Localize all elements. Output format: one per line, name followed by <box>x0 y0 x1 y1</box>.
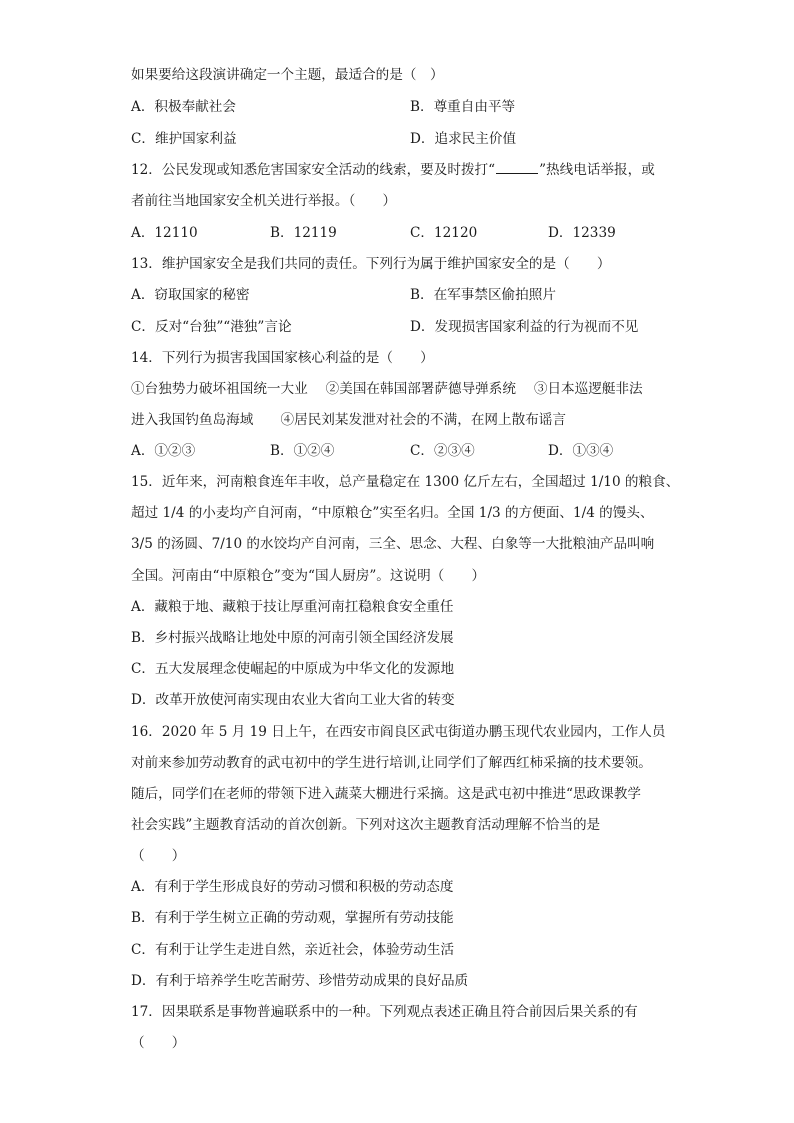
intro-stem: 如果要给这段演讲确定一个主题，最适合的是（ ） <box>131 67 444 83</box>
intro-option-c: C．维护国家利益 <box>131 131 237 147</box>
q12-option-c: C．12120 <box>410 225 478 241</box>
q16-stem-line4: 社会实践”主题教育活动的首次创新。下列对这次主题教育活动理解不恰当的是 <box>131 817 601 833</box>
q14-statements-line1: ①台独势力破坏祖国统一大业 ②美国在韩国部署萨德导弹系统 ③日本巡逻艇非法 <box>131 381 643 397</box>
q12-option-a: A．12110 <box>131 225 198 241</box>
q14-option-b: B．①②④ <box>270 443 335 459</box>
q12-blank <box>496 159 538 174</box>
q13-option-a: A．窃取国家的秘密 <box>131 287 250 303</box>
q13-option-c: C．反对“台独”“港独”言论 <box>131 319 292 335</box>
q16-stem-line1: 16．2020 年 5 月 19 日上午，在西安市阎良区武屯街道办鹏玉现代农业园内，工作人员 <box>131 724 666 740</box>
q12-option-d: D．12339 <box>548 225 616 241</box>
q13-option-b: B．在军事禁区偷拍照片 <box>410 287 556 303</box>
q14-stem: 14．下列行为损害我国国家核心利益的是（ ） <box>131 350 434 366</box>
q17-stem-line2: （ ） <box>131 1035 186 1051</box>
q16-option-d: D．有利于培养学生吃苦耐劳、珍惜劳动成果的良好品质 <box>131 973 469 989</box>
q14-option-a: A．①②③ <box>131 443 196 459</box>
q15-stem-line2: 超过 1/4 的小麦均产自河南，“中原粮仓”实至名归。全国 1/3 的方便面、1/4 的馒头、 <box>131 505 654 521</box>
intro-option-d: D．追求民主价值 <box>410 131 517 147</box>
q15-stem-line1: 15．近年来，河南粮食连年丰收，总产量稳定在 1300 亿斤左右，全国超过 1/10 的粮食、 <box>131 474 680 490</box>
q15-stem-line4: 全国。河南由“中原粮仓”变为“国人厨房”。这说明（ ） <box>131 568 486 584</box>
q15-stem-line3: 3/5 的汤圆、7/10 的水饺均产自河南，三全、思念、大程、白象等一大批粮油产品叫响 <box>131 536 655 552</box>
q16-stem-line2: 对前来参加劳动教育的武屯初中的学生进行培训,让同学们了解西红柿采摘的技术要领。 <box>131 755 652 771</box>
q13-stem: 13．维护国家安全是我们共同的责任。下列行为属于维护国家安全的是（ ） <box>131 256 611 272</box>
intro-option-b: B．尊重自由平等 <box>410 99 516 115</box>
q16-option-a: A．有利于学生形成良好的劳动习惯和积极的劳动态度 <box>131 879 454 895</box>
q12-stem-line2: 者前往当地国家安全机关进行举报。（ ） <box>131 193 397 209</box>
q17-stem-line1: 17．因果联系是事物普遍联系中的一种。下列观点表述正确且符合前因后果关系的有 <box>131 1004 638 1020</box>
intro-option-a: A．积极奉献社会 <box>131 99 236 115</box>
q14-option-d: D．①③④ <box>548 443 614 459</box>
q12-stem-part1: 12．公民发现或知悉危害国家安全活动的线索，要及时拨打“ <box>131 162 496 178</box>
q12-stem-part2: ”热线电话举报，或 <box>539 162 655 178</box>
q15-option-b: B．乡村振兴战略让地处中原的河南引领全国经济发展 <box>131 630 454 646</box>
q12-stem-line1 <box>131 158 655 182</box>
q14-option-c: C．②③④ <box>410 443 475 459</box>
q12-option-b: B．12119 <box>270 225 337 241</box>
q15-option-d: D．改革开放使河南实现由农业大省向工业大省的转变 <box>131 692 455 708</box>
q15-option-a: A．藏粮于地、藏粮于技让厚重河南扛稳粮食安全重任 <box>131 599 454 615</box>
q14-statements-line2: 进入我国钓鱼岛海域 ④居民刘某发泄对社会的不满，在网上散布谣言 <box>131 412 566 428</box>
q16-stem-line3: 随后，同学们在老师的带领下进入蔬菜大棚进行采摘。这是武屯初中推进“思政课教学 <box>131 786 641 802</box>
q13-option-d: D．发现损害国家利益的行为视而不见 <box>410 319 639 335</box>
q16-stem-line5: （ ） <box>131 848 186 864</box>
q15-option-c: C．五大发展理念使崛起的中原成为中华文化的发源地 <box>131 661 455 677</box>
q16-option-c: C．有利于让学生走进自然，亲近社会，体验劳动生活 <box>131 942 455 958</box>
q16-option-b: B．有利于学生树立正确的劳动观，掌握所有劳动技能 <box>131 910 454 926</box>
